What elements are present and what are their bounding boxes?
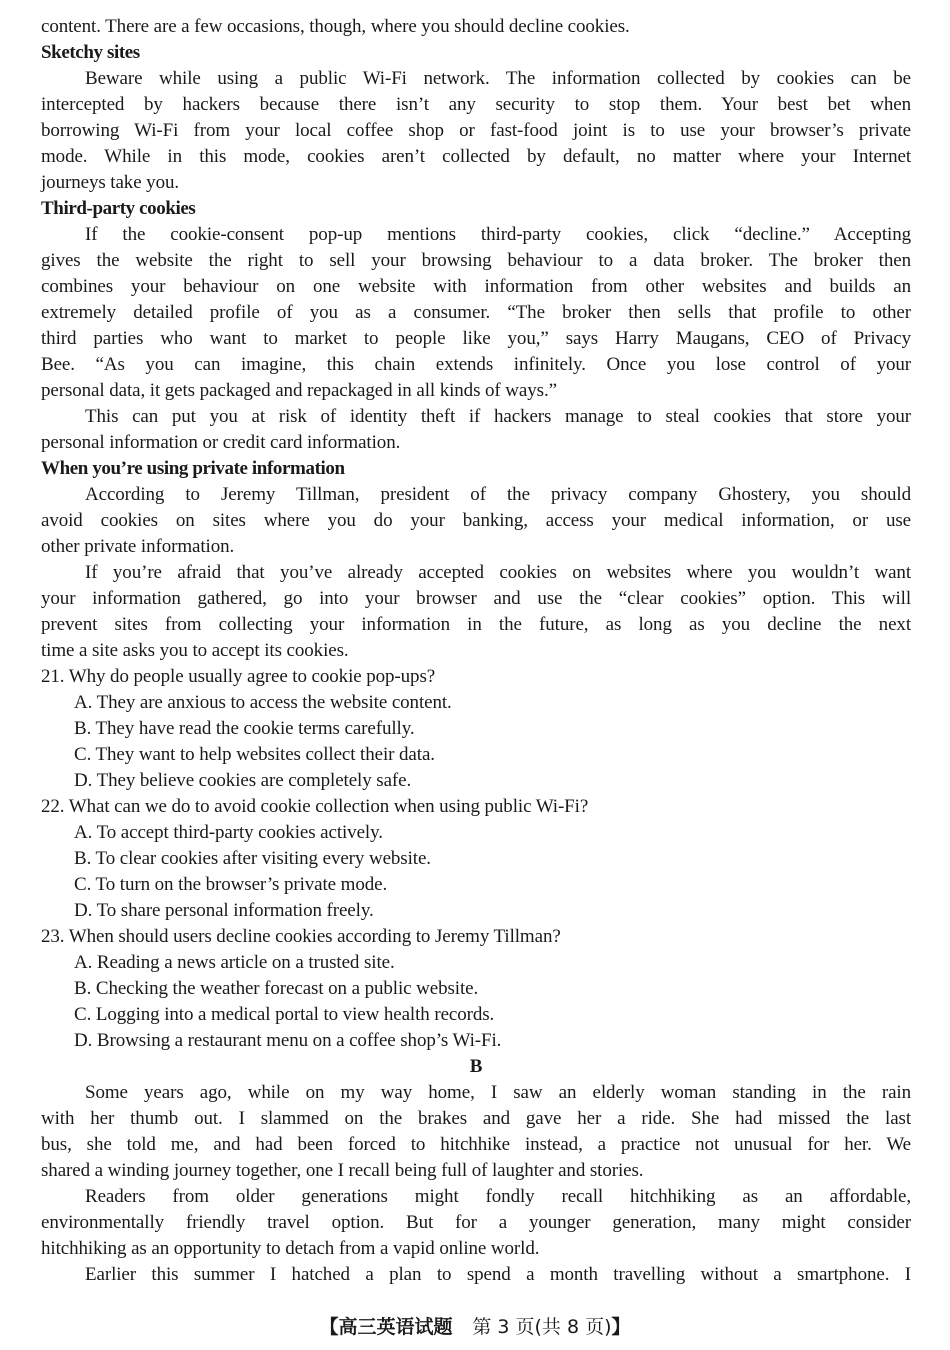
paragraph-line: shared a winding journey together, one I recall being full of laughter and stories. xyxy=(41,1160,644,1181)
question-22 xyxy=(41,794,911,820)
paragraph-line: time a site asks you to accept its cookies. xyxy=(41,640,349,661)
footer-title: 高三英语试题 xyxy=(338,1316,453,1338)
paragraph-line: intercepted by hackers because there isn’t any security to stop them. Your best bet when xyxy=(41,94,911,115)
question-23-option-b: B. Checking the weather forecast on a public website. xyxy=(74,978,479,999)
question-23-option-a: A. Reading a news article on a trusted site. xyxy=(74,952,395,973)
paragraph-line: avoid cookies on sites where you do your banking, access your medical information, or use xyxy=(41,510,911,531)
paragraph-line: bus, she told me, and had been forced to hitchhike instead, a practice not unusual for her. We xyxy=(41,1134,911,1155)
paragraph-line: hitchhiking as an opportunity to detach from a vapid online world. xyxy=(41,1238,540,1259)
paragraph-line: third parties who want to market to people like you,” says Harry Maugans, CEO of Privacy xyxy=(41,328,911,349)
page-footer xyxy=(0,1312,950,1339)
passage-a-opening-line: content. There are a few occasions, though, where you should decline cookies. xyxy=(41,16,630,37)
section-heading-sketchy-sites: Sketchy sites xyxy=(41,42,140,63)
exam-page xyxy=(41,14,911,1288)
paragraph-line: If you’re afraid that you’ve already accepted cookies on websites where you wouldn’t want xyxy=(85,562,911,583)
question-21 xyxy=(41,664,911,690)
question-21-option-d: D. They believe cookies are completely safe. xyxy=(74,770,412,791)
paragraph-line: Beware while using a public Wi-Fi network. The information collected by cookies can be xyxy=(85,68,911,89)
paragraph-line: with her thumb out. I slammed on the brakes and gave her a ride. She had missed the last xyxy=(41,1108,911,1129)
paragraph-line: Some years ago, while on my way home, I saw an elderly woman standing in the rain xyxy=(85,1082,911,1103)
question-21-option-a: A. They are anxious to access the website content. xyxy=(74,692,452,713)
paragraph-line: prevent sites from collecting your information in the future, as long as you decline the next xyxy=(41,614,911,635)
question-23-option-d: D. Browsing a restaurant menu on a coffee shop’s Wi-Fi. xyxy=(74,1030,502,1051)
section-heading-third-party-cookies: Third-party cookies xyxy=(41,198,196,219)
paragraph-line: gives the website the right to sell your browsing behaviour to a data broker. The broker then xyxy=(41,250,911,271)
paragraph-line: environmentally friendly travel option. But for a younger generation, many might consider xyxy=(41,1212,911,1233)
question-22-option-a: A. To accept third-party cookies actively. xyxy=(74,822,383,843)
paragraph-line: If the cookie-consent pop-up mentions third-party cookies, click “decline.” Accepting xyxy=(85,224,911,245)
paragraph-line: journeys take you. xyxy=(41,172,180,193)
question-number: 21. xyxy=(41,666,65,687)
question-23-option-c: C. Logging into a medical portal to view health records. xyxy=(74,1004,495,1025)
paragraph-line: personal information or credit card information. xyxy=(41,432,401,453)
paragraph-line: your information gathered, go into your browser and use the “clear cookies” option. This will xyxy=(41,588,911,609)
paragraph-line: Earlier this summer I hatched a plan to spend a month travelling without a smartphone. I xyxy=(85,1264,911,1285)
paragraph-line: extremely detailed profile of you as a consumer. “The broker then sells that profile to other xyxy=(41,302,911,323)
passage-b-label: B xyxy=(469,1056,483,1077)
paragraph-line: Readers from older generations might fondly recall hitchhiking as an affordable, xyxy=(85,1186,911,1207)
question-21-option-c: C. They want to help websites collect their data. xyxy=(74,744,435,765)
question-22-option-b: B. To clear cookies after visiting every website. xyxy=(74,848,431,869)
question-stem: What can we do to avoid cookie collection when using public Wi-Fi? xyxy=(68,796,589,817)
question-22-option-c: C. To turn on the browser’s private mode. xyxy=(74,874,388,895)
question-number: 22. xyxy=(41,796,65,817)
paragraph-line: other private information. xyxy=(41,536,235,557)
question-stem: When should users decline cookies according to Jeremy Tillman? xyxy=(68,926,561,947)
paragraph-line: borrowing Wi-Fi from your local coffee shop or fast-food joint is to use your browser’s private xyxy=(41,120,911,141)
section-heading-private-information: When you’re using private information xyxy=(41,458,345,479)
footer-close-bracket: 】 xyxy=(611,1316,631,1338)
footer-open-bracket: 【 xyxy=(319,1316,339,1338)
question-22-option-d: D. To share personal information freely. xyxy=(74,900,374,921)
paragraph-line: combines your behaviour on one website with information from other websites and builds an xyxy=(41,276,911,297)
question-21-option-b: B. They have read the cookie terms carefully. xyxy=(74,718,415,739)
footer-page-info: 第 3 页(共 8 页) xyxy=(472,1316,612,1338)
paragraph-line: personal data, it gets packaged and repackaged in all kinds of ways.” xyxy=(41,380,557,401)
question-stem: Why do people usually agree to cookie pop-ups? xyxy=(68,666,436,687)
paragraph-line: Bee. “As you can imagine, this chain extends infinitely. Once you lose control of your xyxy=(41,354,911,375)
paragraph-line: According to Jeremy Tillman, president of the privacy company Ghostery, you should xyxy=(85,484,911,505)
question-number: 23. xyxy=(41,926,65,947)
paragraph-line: This can put you at risk of identity theft if hackers manage to steal cookies that store your xyxy=(85,406,911,427)
question-23 xyxy=(41,924,911,950)
paragraph-line: mode. While in this mode, cookies aren’t collected by default, no matter where your Internet xyxy=(41,146,911,167)
